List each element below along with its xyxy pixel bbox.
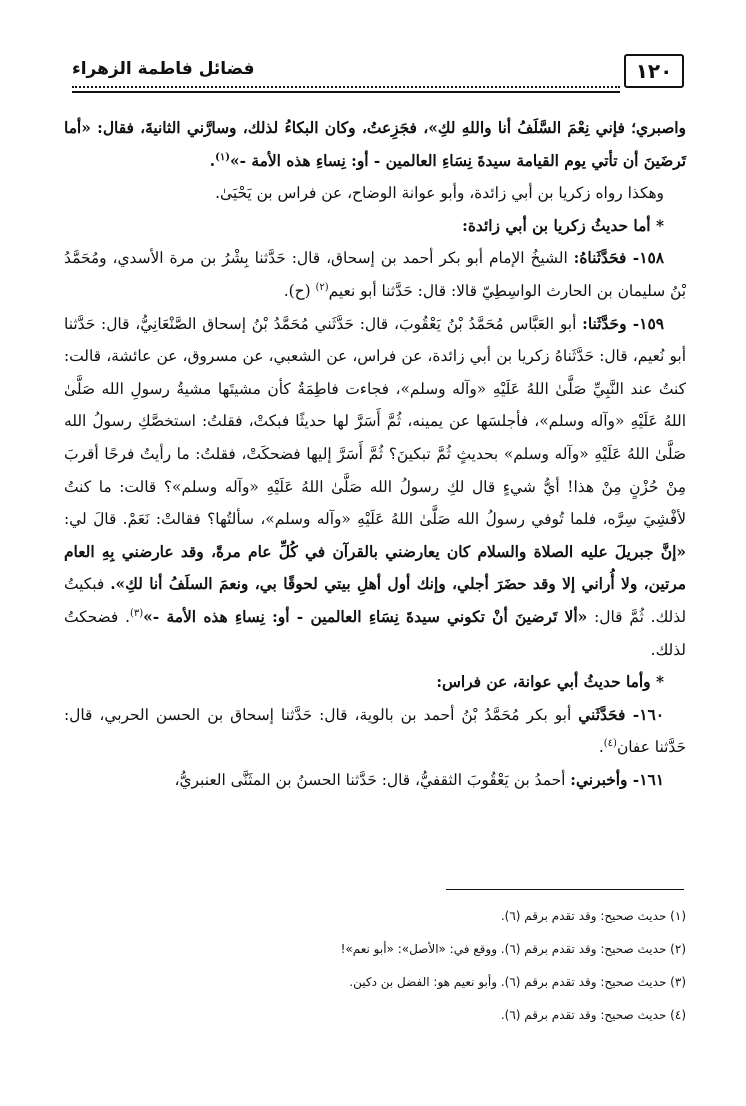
footnote-separator — [446, 889, 684, 890]
hadith-160-lead: ١٦٠- فحَدَّثَني — [578, 705, 664, 724]
hadith-158-end: (ح). — [283, 281, 316, 300]
page-header — [72, 54, 684, 90]
paragraph-1-end: . — [209, 151, 216, 170]
running-title: فضائل فاطمة الزهراء — [72, 59, 255, 79]
hadith-159-text: أبو العَبَّاس مُحَمَّدُ بْنُ يَعْقُوبَ، قال: حَدَّثَني مُحَمَّدُ بْنُ إسحاق الصَّنْعَانِيُّ، قال: حَدَّثنا أبو نُعيم، قال: حَدَّثَناهُ زكريا بن أبي زائدة، عن فراس، عن الشعبي، عن مسروق، عن عائشة، قالت: كنتُ عند النَّبِيِّ صَلَّىٰ اللهُ عَلَيْهِ «وآله وسلم»، فجاءت فاطِمَةُ كأن مشيتَها مشيةُ رسولِ الله صَلَّىٰ اللهُ عَلَيْهِ «وآله وسلم»، فأجلسَها عن يمينه، ثُمَّ أَسَرَّ لها حديثًا فبكتْ، فقلتُ: استخصَّكِ رسولُ الله صَلَّىٰ اللهُ عَلَيْهِ «وآله وسلم» بحديثٍ ثُمَّ تبكينَ؟ ثُمَّ أَسَرَّ إليها فضحكَتْ، فقلتُ: ما رأيتُ فرحًا أقربَ مِنْ حُزْنٍ مِنْ هذا! أيُّ شيءٍ قال لكِ رسولُ الله صَلَّىٰ اللهُ عَلَيْهِ «وآله وسلم»؟ قالت: ما كنتُ لأفْشِيَ سِرَّه، فلما تُوفي رسولُ الله صَلَّىٰ اللهُ عَلَيْهِ «وآله وسلم»، سألتُها؟ فقالتْ: نَعَمْ. قالَ لي: — [64, 314, 686, 529]
hadith-159-end: . فضحكتُ لذلك. — [64, 607, 686, 659]
hadith-161-text: أحمدُ بن يَعْقُوبَ الثقفيُّ، قال: حَدَّثنا الحسنُ بن المثَنَّى العنبريُّ، — [174, 770, 571, 789]
paragraph-1-text: واصبري؛ فإني نِعْمَ السَّلَفُ أنا واللهِ لكِ»، فجَزِعتُ، وكان البكاءُ لذلك، وسارَّني الثانيةَ، فقال: «أما تَرضَينَ أن تأتي يوم القيامة سيدةَ نِسَاءِ العالمين - أو: نِساءِ هذه الأمة -» — [64, 119, 686, 170]
footnote-ref-2[interactable]: (٢) — [315, 281, 329, 293]
footnote-ref-3[interactable]: (٣) — [129, 607, 144, 619]
hadith-159 — [64, 308, 686, 667]
section-heading-zakariya: * أما حديثُ زكريا بن أبي زائدة: — [462, 216, 664, 235]
hadith-159-quote-2: «ألا تَرضينَ أنْ تكوني سيدةَ نِسَاءِ العالمين - أو: نِساءِ هذه الأمة -» — [143, 607, 588, 626]
hadith-158-lead: ١٥٨- فحَدَّثَناهُ: — [573, 249, 664, 268]
hadith-160-text: أبو بكر مُحَمَّدُ بْنُ أحمد بن بالوية، قال: حَدَّثنا إسحاق بن الحسن الحربي، قال: حَدَّثنا عفان — [64, 705, 686, 757]
footnote-1: (١) حديث صحيح: وقد تقدم برقم (٦). — [500, 909, 686, 923]
hadith-160 — [64, 699, 686, 764]
header-solid-rule — [72, 91, 620, 93]
paragraph-1 — [64, 112, 686, 177]
footnote-3: (٣) حديث صحيح: وقد تقدم برقم (٦). وأبو نعيم هو: الفضل بن دكين. — [349, 975, 686, 989]
hadith-158-text: الشيخُ الإمام أبو بكر أحمد بن إسحاق، قال: حَدَّثنا بِشْرُ بن مرة الأسدي، ومُحَمَّدُ بْنُ سليمان بن الحارث الواسِطِيّ قالا: قال: حَدَّثنا أبو نعيم — [64, 249, 686, 300]
hadith-161-lead: ١٦١- وأخبرني: — [570, 770, 664, 789]
hadith-161 — [64, 764, 686, 797]
hadith-160-end: . — [598, 738, 604, 757]
page-number: ١٢٠ — [624, 54, 684, 88]
hadith-159-quote: «إنَّ جبريلَ عليه الصلاة والسلام كان يعارضني بالقرآن في كُلِّ عام مرةً، وقد عارضني بِهِ العام مرتين، ولا أُراني إلا وقد حضَرَ أجلي، وإنك أول أهلِ بيتي لحوقًا بي، ونعمَ السلَفُ أنا لكِ». — [64, 542, 686, 594]
header-dotted-rule — [72, 86, 620, 88]
footnote-2: (٢) حديث صحيح: وقد تقدم برقم (٦). ووقع في: «الأصل»: «أبو نعم»! — [340, 942, 686, 956]
section-heading-abu-awana: * وأما حديثُ أبي عوانة، عن فراس: — [436, 673, 664, 692]
hadith-159-mid: فبكيتُ لذلك. ثُمَّ قال: — [64, 575, 687, 626]
hadith-159-lead: ١٥٩- وحَدَّثَنا: — [582, 314, 664, 333]
paragraph-2: وهكذا رواه زكريا بن أبي زائدة، وأبو عوانة الوضاح، عن فراس بن يَحْيَىٰ. — [215, 184, 664, 203]
footnote-ref-4[interactable]: (٤) — [603, 738, 617, 750]
footnote-ref-1[interactable]: (١) — [215, 151, 230, 163]
footnotes — [64, 900, 686, 1032]
main-text — [64, 112, 686, 796]
footnote-4: (٤) حديث صحيح: وقد تقدم برقم (٦). — [500, 1008, 686, 1022]
hadith-158 — [64, 242, 686, 307]
